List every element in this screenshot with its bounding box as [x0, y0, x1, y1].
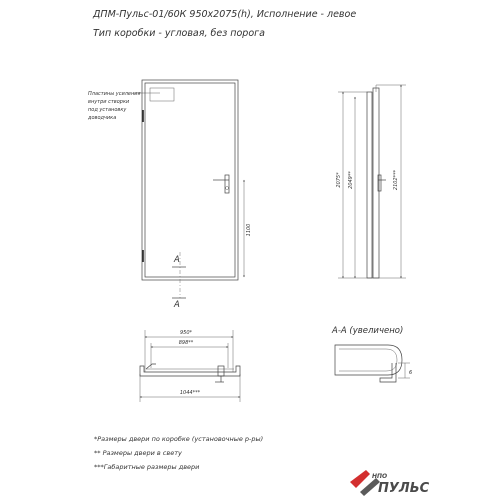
section-detail [331, 326, 412, 382]
note-2: ** Размеры двери в свету [94, 449, 182, 457]
callout-line-2: внутри створки [88, 99, 130, 105]
dim-950: 950* [179, 330, 193, 336]
callout-line-1: Пластины усиления [88, 91, 141, 97]
callout-line-4: доводчика [88, 115, 117, 121]
side-view [336, 85, 406, 278]
dim-1044: 1044*** [179, 390, 201, 396]
section-frame [380, 363, 396, 382]
note-1: *Размеры двери по коробке (установочные р-ры) [94, 435, 264, 443]
notes [94, 435, 263, 471]
logo-swoosh-red [350, 470, 370, 488]
section-profile-inner [339, 349, 397, 371]
dim-2049: 2049** [348, 171, 354, 189]
front-view [142, 80, 252, 310]
dim-2102: 2102*** [393, 169, 399, 191]
callout [87, 91, 160, 121]
section-dim-6: 6 [409, 370, 413, 376]
plan-view [140, 330, 240, 402]
logo-small-text: НПО [372, 473, 388, 480]
door-handle [213, 175, 229, 193]
plan-frame-profile [140, 366, 240, 376]
dim-1100: 1100 [246, 223, 252, 237]
section-mark-bottom: A [174, 300, 180, 310]
title-line-1: ДПМ-Пульс-01/60К 950х2075(h), Исполнение - левое [93, 9, 357, 20]
section-mark-top: A [174, 255, 180, 265]
section-title: А-А (увеличено) [332, 326, 404, 336]
logo-main-text: ПУЛЬС [378, 481, 430, 496]
side-frame-a [367, 92, 372, 278]
note-3: ***Габаритные размеры двери [94, 463, 200, 471]
callout-line-3: под установку [88, 107, 127, 113]
dim-2075: 2075* [336, 172, 342, 188]
dim-898: 898** [178, 340, 194, 346]
company-logo [350, 470, 430, 496]
title-line-2: Тип коробки - угловая, без порога [93, 28, 265, 39]
plan-handle [215, 366, 224, 382]
closer-plate [150, 88, 174, 101]
